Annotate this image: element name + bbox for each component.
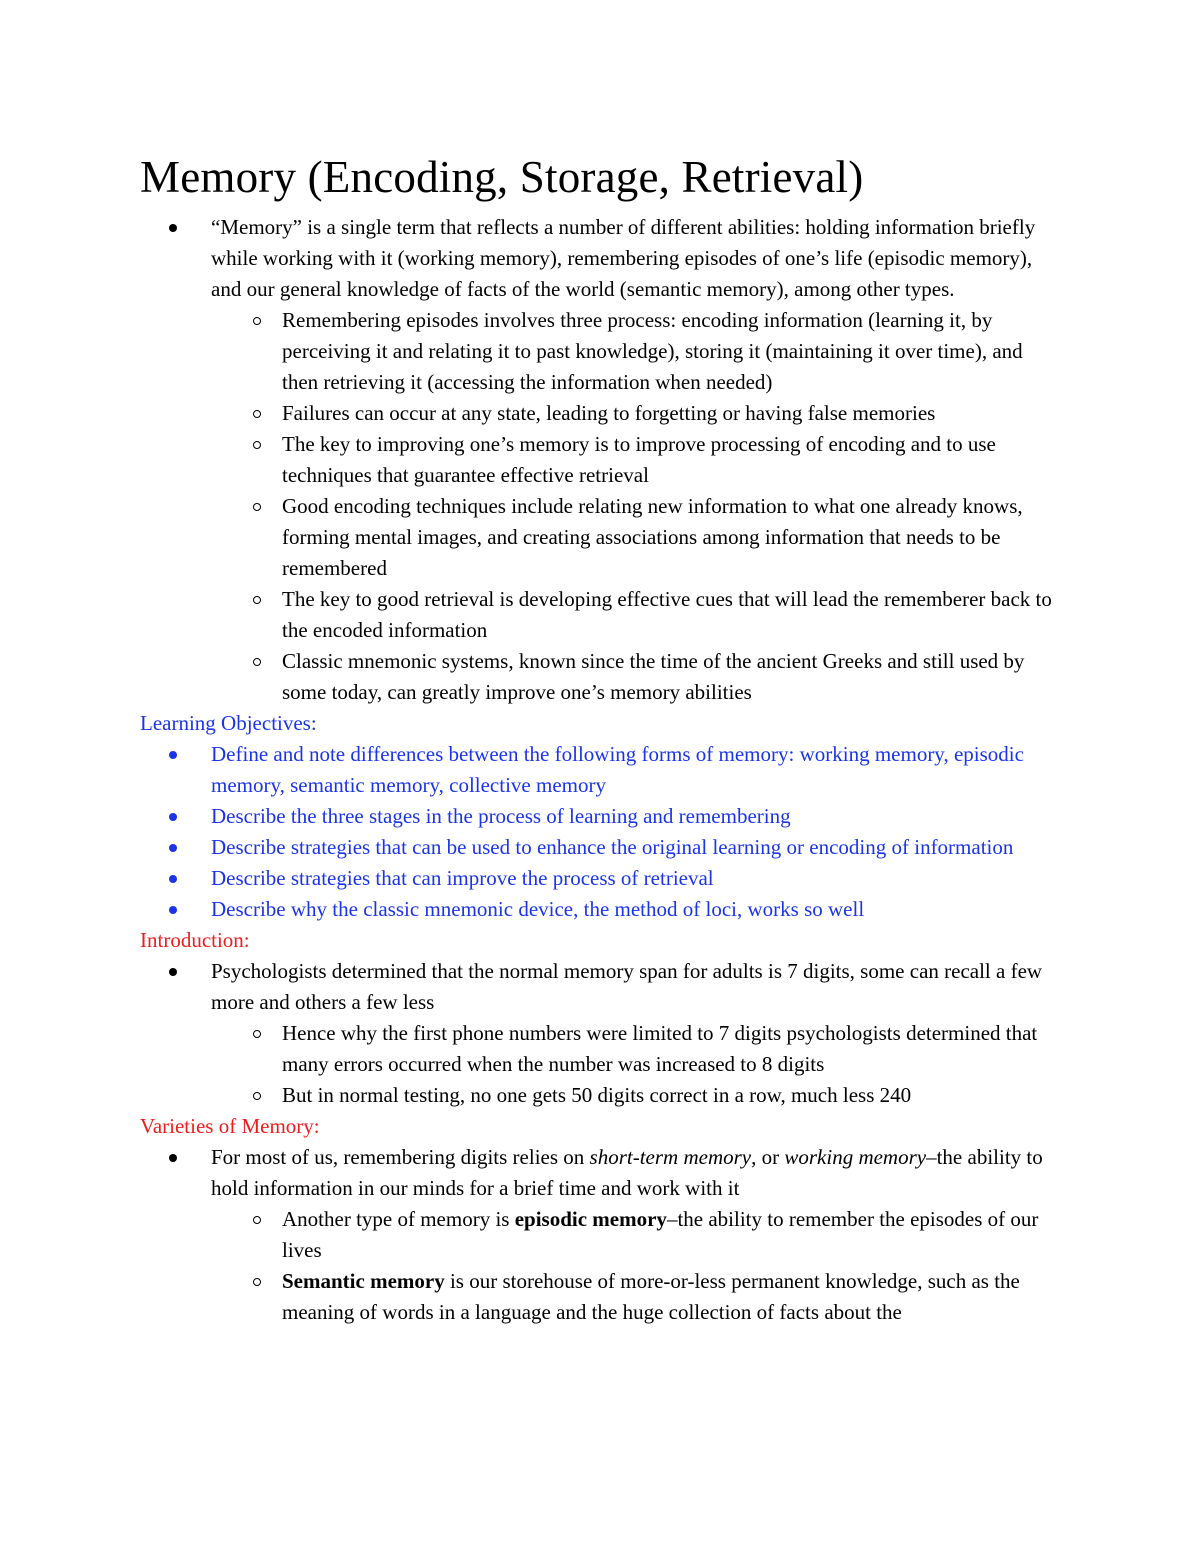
text-run: –the ability to hold information in our minds for a brief time and work with it: [211, 1145, 1043, 1200]
sub-list-item: [140, 305, 1060, 398]
hollow-bullet-icon: [253, 317, 261, 325]
bullet-icon: [169, 813, 177, 821]
hollow-bullet-icon: [253, 503, 261, 511]
list-item: [140, 956, 1060, 1018]
objective-text: Describe why the classic mnemonic device, the method of loci, works so well: [211, 897, 865, 921]
objective-text: Describe strategies that can improve the process of retrieval: [211, 866, 714, 890]
objective-text: Define and note differences between the following forms of memory: working memory, episodic memory, semantic memory, collective memory: [211, 742, 1024, 797]
sub-list-item: [140, 1266, 1060, 1328]
objectives-list: [140, 739, 1060, 925]
sub-item-text: Failures can occur at any state, leading to forgetting or having false memories: [282, 401, 936, 425]
sub-list-item: [140, 584, 1060, 646]
sub-item-text: Remembering episodes involves three process: encoding information (learning it, by perceiving it and relating it to past knowledge), storing it (maintaining it over time), and then retrieving it (accessing the information when needed): [282, 308, 1023, 394]
page-title: Memory (Encoding, Storage, Retrieval): [140, 152, 864, 202]
sub-item-text: Hence why the first phone numbers were limited to 7 digits psychologists determined that many errors occurred when the number was increased to 8 digits: [282, 1021, 1038, 1076]
varieties-list: [140, 1142, 1060, 1204]
short-term-memory-term: short-term memory: [589, 1145, 752, 1169]
text-run: –the ability to remember the episodes of our lives: [282, 1207, 1039, 1262]
sub-list-item: [140, 1080, 1060, 1111]
intro-sublist: [140, 305, 1060, 708]
intro-list: [140, 212, 1060, 305]
objective-item: [140, 832, 1060, 863]
bullet-icon: [169, 751, 177, 759]
sub-item-text: The key to good retrieval is developing effective cues that will lead the rememberer back to the encoded information: [282, 587, 1052, 642]
text-run: Another type of memory is: [282, 1207, 515, 1231]
hollow-bullet-icon: [253, 1278, 261, 1286]
varieties-sublist: [140, 1204, 1060, 1328]
hollow-bullet-icon: [253, 658, 261, 666]
varieties-heading: Varieties of Memory:: [140, 1114, 320, 1138]
sub-item-text: The key to improving one’s memory is to improve processing of encoding and to use techniques that guarantee effective retrieval: [282, 432, 996, 487]
semantic-memory-term: Semantic memory: [282, 1269, 445, 1293]
bullet-icon: [169, 906, 177, 914]
bullet-icon: [169, 968, 177, 976]
sub-item-text: Classic mnemonic systems, known since the time of the ancient Greeks and still used by some today, can greatly improve one’s memory abilities: [282, 649, 1025, 704]
bullet-icon: [169, 844, 177, 852]
sub-list-item: [140, 398, 1060, 429]
hollow-bullet-icon: [253, 441, 261, 449]
text-run: , or: [751, 1145, 785, 1169]
text-run: is our storehouse of more-or-less permanent knowledge, such as the meaning of words in a language and the huge collection of facts about the: [282, 1269, 1020, 1324]
sub-item-text: Good encoding techniques include relating new information to what one already knows, forming mental images, and creating associations among information that needs to be remembered: [282, 494, 1023, 580]
bullet-icon: [169, 1154, 177, 1162]
objective-item: [140, 863, 1060, 894]
bullet-icon: [169, 224, 177, 232]
sub-list-item: [140, 1018, 1060, 1080]
sub-list-item: [140, 646, 1060, 708]
introduction-list: [140, 956, 1060, 1018]
list-item-text: Psychologists determined that the normal memory span for adults is 7 digits, some can recall a few more and others a few less: [211, 959, 1043, 1014]
objective-text: Describe strategies that can be used to enhance the original learning or encoding of information: [211, 835, 1014, 859]
introduction-heading: Introduction:: [140, 928, 250, 952]
hollow-bullet-icon: [253, 410, 261, 418]
text-run: For most of us, remembering digits relies on: [211, 1145, 590, 1169]
sub-item-text: But in normal testing, no one gets 50 digits correct in a row, much less 240: [282, 1083, 912, 1107]
document-body: [140, 148, 1060, 1328]
bullet-icon: [169, 875, 177, 883]
hollow-bullet-icon: [253, 1092, 261, 1100]
learning-objectives-heading: Learning Objectives:: [140, 711, 317, 735]
objective-text: Describe the three stages in the process of learning and remembering: [211, 804, 791, 828]
objective-item: [140, 801, 1060, 832]
sub-list-item: [140, 491, 1060, 584]
introduction-sublist: [140, 1018, 1060, 1111]
episodic-memory-term: episodic memory: [514, 1207, 667, 1231]
objective-item: [140, 739, 1060, 801]
sub-list-item: [140, 1204, 1060, 1266]
list-item: [140, 1142, 1060, 1204]
hollow-bullet-icon: [253, 596, 261, 604]
objective-item: [140, 894, 1060, 925]
working-memory-term: working memory: [784, 1145, 927, 1169]
hollow-bullet-icon: [253, 1030, 261, 1038]
hollow-bullet-icon: [253, 1216, 261, 1224]
sub-list-item: [140, 429, 1060, 491]
list-item-text: “Memory” is a single term that reflects a number of different abilities: holding information briefly while working with it (working memory), remembering episodes of one’s life (episodic memory), and our general knowledge of facts of the world (semantic memory), among other types.: [211, 215, 1036, 301]
list-item: [140, 212, 1060, 305]
